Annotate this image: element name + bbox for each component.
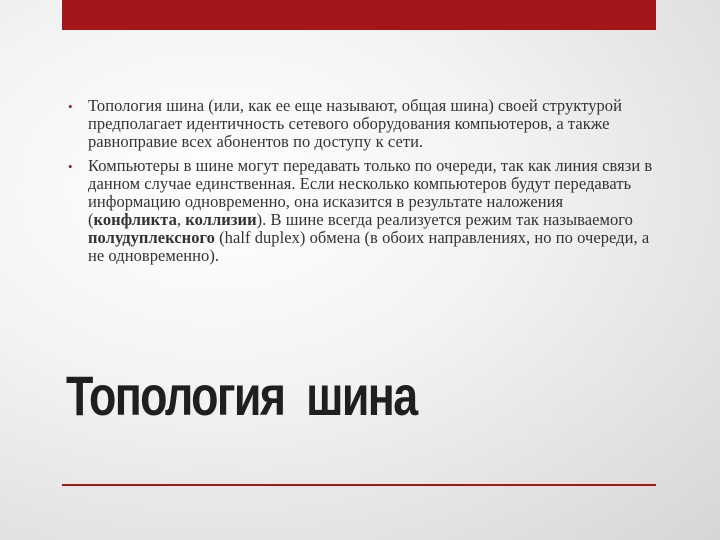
term-half-duplex: полудуплексного (88, 228, 215, 247)
bullet-text-part: ). В шине всегда реализуется режим так называемого (256, 210, 633, 229)
slide-title: Топология шина (66, 364, 417, 427)
bullet-text: Топология шина (или, как ее еще называют, общая шина) своей структурой предполагает идентичность сетевого оборудования компьютеров, а также равноправие всех абонентов по доступу к сети. (88, 96, 622, 151)
bullet-marker: • (68, 159, 73, 174)
bottom-divider (62, 484, 656, 486)
slide-body (68, 97, 658, 271)
bullet-text-part: (half duplex) обмена (в обоих направлениях, но по очереди, а не одновременно). (88, 228, 650, 265)
bullet-marker: • (68, 99, 73, 114)
bullet-item-1 (68, 97, 658, 151)
top-accent-bar (62, 0, 656, 30)
bullet-item-2 (68, 157, 658, 265)
term-conflict: конфликта (93, 210, 177, 229)
bullet-text-part: , (176, 210, 186, 229)
bullet-text-part: Компьютеры в шине могут передавать только по очереди, так как линия связи в данном случае единственная. Если несколько компьютеров будут передавать информацию одновременно, она исказится в результате наложения ( (88, 156, 653, 229)
term-collision: коллизии (185, 210, 257, 229)
